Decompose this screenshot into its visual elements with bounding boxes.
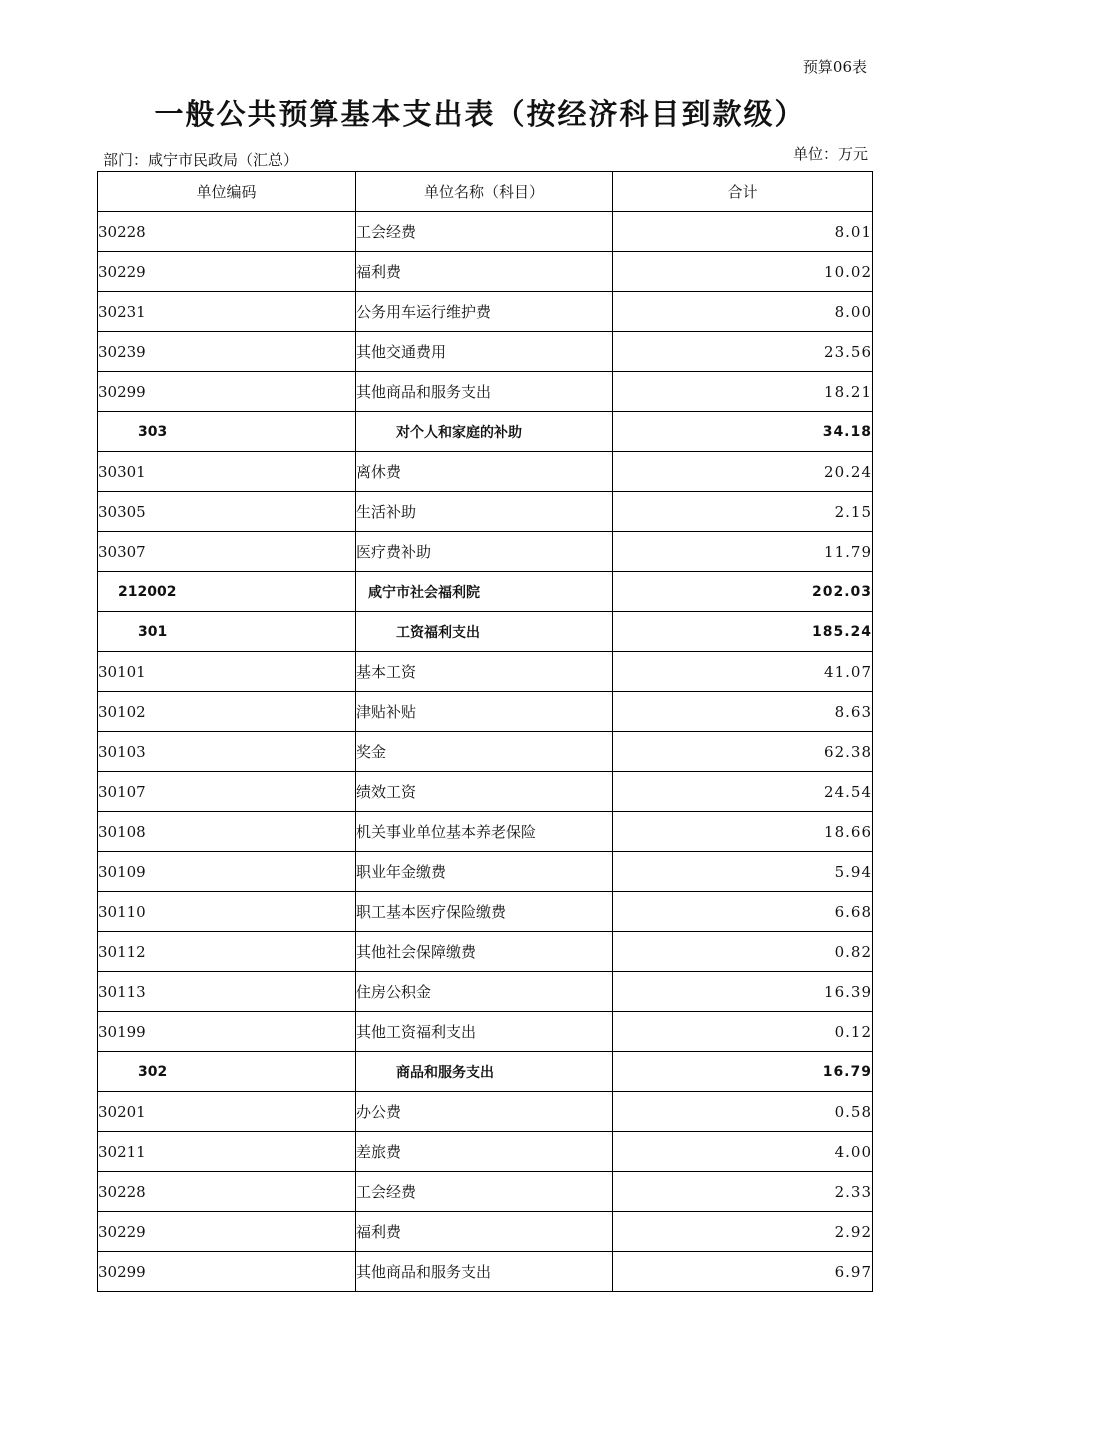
table-row xyxy=(98,772,873,812)
table-row xyxy=(98,972,873,1012)
row-name: 其他商品和服务支出 xyxy=(356,372,613,412)
table-row xyxy=(98,692,873,732)
page-title: 一般公共预算基本支出表（按经济科目到款级） xyxy=(154,97,806,131)
table-row xyxy=(98,332,873,372)
row-amount: 6.97 xyxy=(613,1252,873,1292)
row-code: 30307 xyxy=(98,532,356,572)
row-code: 30110 xyxy=(98,892,356,932)
row-amount: 2.33 xyxy=(613,1172,873,1212)
table-row xyxy=(98,892,873,932)
row-code: 30112 xyxy=(98,932,356,972)
row-name: 职业年金缴费 xyxy=(356,852,613,892)
row-code: 30108 xyxy=(98,812,356,852)
row-code: 30101 xyxy=(98,652,356,692)
table-row xyxy=(98,652,873,692)
row-name: 福利费 xyxy=(356,1212,613,1252)
row-name: 工资福利支出 xyxy=(356,612,613,652)
row-amount: 8.00 xyxy=(613,292,873,332)
row-code: 30109 xyxy=(98,852,356,892)
row-code: 30199 xyxy=(98,1012,356,1052)
row-name: 工会经费 xyxy=(356,1172,613,1212)
row-amount: 62.38 xyxy=(613,732,873,772)
row-amount: 6.68 xyxy=(613,892,873,932)
row-code: 212002 xyxy=(98,572,356,612)
row-name: 其他工资福利支出 xyxy=(356,1012,613,1052)
row-name: 咸宁市社会福利院 xyxy=(356,572,613,612)
table-row xyxy=(98,732,873,772)
row-code: 30228 xyxy=(98,212,356,252)
row-name: 医疗费补助 xyxy=(356,532,613,572)
row-code: 30228 xyxy=(98,1172,356,1212)
header-total: 合计 xyxy=(613,172,873,212)
row-name: 差旅费 xyxy=(356,1132,613,1172)
row-code: 30113 xyxy=(98,972,356,1012)
row-amount: 8.01 xyxy=(613,212,873,252)
row-code: 30231 xyxy=(98,292,356,332)
row-name: 其他商品和服务支出 xyxy=(356,1252,613,1292)
row-amount: 2.92 xyxy=(613,1212,873,1252)
table-row xyxy=(98,1052,873,1092)
row-code: 303 xyxy=(98,412,356,452)
row-amount: 24.54 xyxy=(613,772,873,812)
row-code: 301 xyxy=(98,612,356,652)
row-name: 机关事业单位基本养老保险 xyxy=(356,812,613,852)
table-row xyxy=(98,1172,873,1212)
table-row xyxy=(98,292,873,332)
row-code: 30299 xyxy=(98,1252,356,1292)
row-amount: 23.56 xyxy=(613,332,873,372)
header-unit-name: 单位名称（科目） xyxy=(356,172,613,212)
budget-table xyxy=(97,171,873,1292)
row-name: 办公费 xyxy=(356,1092,613,1132)
department-label: 部门：咸宁市民政局（汇总） xyxy=(103,151,299,169)
row-amount: 11.79 xyxy=(613,532,873,572)
row-amount: 18.21 xyxy=(613,372,873,412)
table-row xyxy=(98,372,873,412)
row-code: 30211 xyxy=(98,1132,356,1172)
row-name: 公务用车运行维护费 xyxy=(356,292,613,332)
row-name: 绩效工资 xyxy=(356,772,613,812)
row-amount: 202.03 xyxy=(613,572,873,612)
row-amount: 20.24 xyxy=(613,452,873,492)
row-name: 生活补助 xyxy=(356,492,613,532)
row-amount: 185.24 xyxy=(613,612,873,652)
row-name: 商品和服务支出 xyxy=(356,1052,613,1092)
row-amount: 0.82 xyxy=(613,932,873,972)
row-name: 住房公积金 xyxy=(356,972,613,1012)
row-code: 30299 xyxy=(98,372,356,412)
row-name: 基本工资 xyxy=(356,652,613,692)
row-amount: 41.07 xyxy=(613,652,873,692)
table-row xyxy=(98,452,873,492)
table-row xyxy=(98,1012,873,1052)
table-row xyxy=(98,412,873,452)
table-row xyxy=(98,932,873,972)
row-name: 福利费 xyxy=(356,252,613,292)
table-row xyxy=(98,812,873,852)
row-amount: 5.94 xyxy=(613,852,873,892)
table-row xyxy=(98,612,873,652)
row-name: 离休费 xyxy=(356,452,613,492)
row-code: 30107 xyxy=(98,772,356,812)
row-code: 30103 xyxy=(98,732,356,772)
unit-label: 单位：万元 xyxy=(792,145,868,163)
table-row xyxy=(98,1212,873,1252)
row-amount: 16.39 xyxy=(613,972,873,1012)
row-name: 津贴补贴 xyxy=(356,692,613,732)
table-row xyxy=(98,1092,873,1132)
row-code: 302 xyxy=(98,1052,356,1092)
row-name: 对个人和家庭的补助 xyxy=(356,412,613,452)
row-code: 30239 xyxy=(98,332,356,372)
table-number: 预算06表 xyxy=(802,58,867,76)
row-name: 工会经费 xyxy=(356,212,613,252)
row-code: 30102 xyxy=(98,692,356,732)
row-amount: 4.00 xyxy=(613,1132,873,1172)
row-code: 30301 xyxy=(98,452,356,492)
table-row xyxy=(98,532,873,572)
row-name: 奖金 xyxy=(356,732,613,772)
table-row xyxy=(98,492,873,532)
row-code: 30229 xyxy=(98,252,356,292)
table-header-row xyxy=(98,172,873,212)
row-amount: 2.15 xyxy=(613,492,873,532)
row-code: 30229 xyxy=(98,1212,356,1252)
row-amount: 0.12 xyxy=(613,1012,873,1052)
row-amount: 0.58 xyxy=(613,1092,873,1132)
row-name: 职工基本医疗保险缴费 xyxy=(356,892,613,932)
row-amount: 10.02 xyxy=(613,252,873,292)
row-name: 其他交通费用 xyxy=(356,332,613,372)
row-amount: 18.66 xyxy=(613,812,873,852)
table-row xyxy=(98,572,873,612)
header-unit-code: 单位编码 xyxy=(98,172,356,212)
table-row xyxy=(98,212,873,252)
table-row xyxy=(98,852,873,892)
table-row xyxy=(98,1132,873,1172)
row-name: 其他社会保障缴费 xyxy=(356,932,613,972)
row-amount: 16.79 xyxy=(613,1052,873,1092)
row-amount: 8.63 xyxy=(613,692,873,732)
row-code: 30305 xyxy=(98,492,356,532)
table-row xyxy=(98,1252,873,1292)
row-amount: 34.18 xyxy=(613,412,873,452)
table-row xyxy=(98,252,873,292)
row-code: 30201 xyxy=(98,1092,356,1132)
